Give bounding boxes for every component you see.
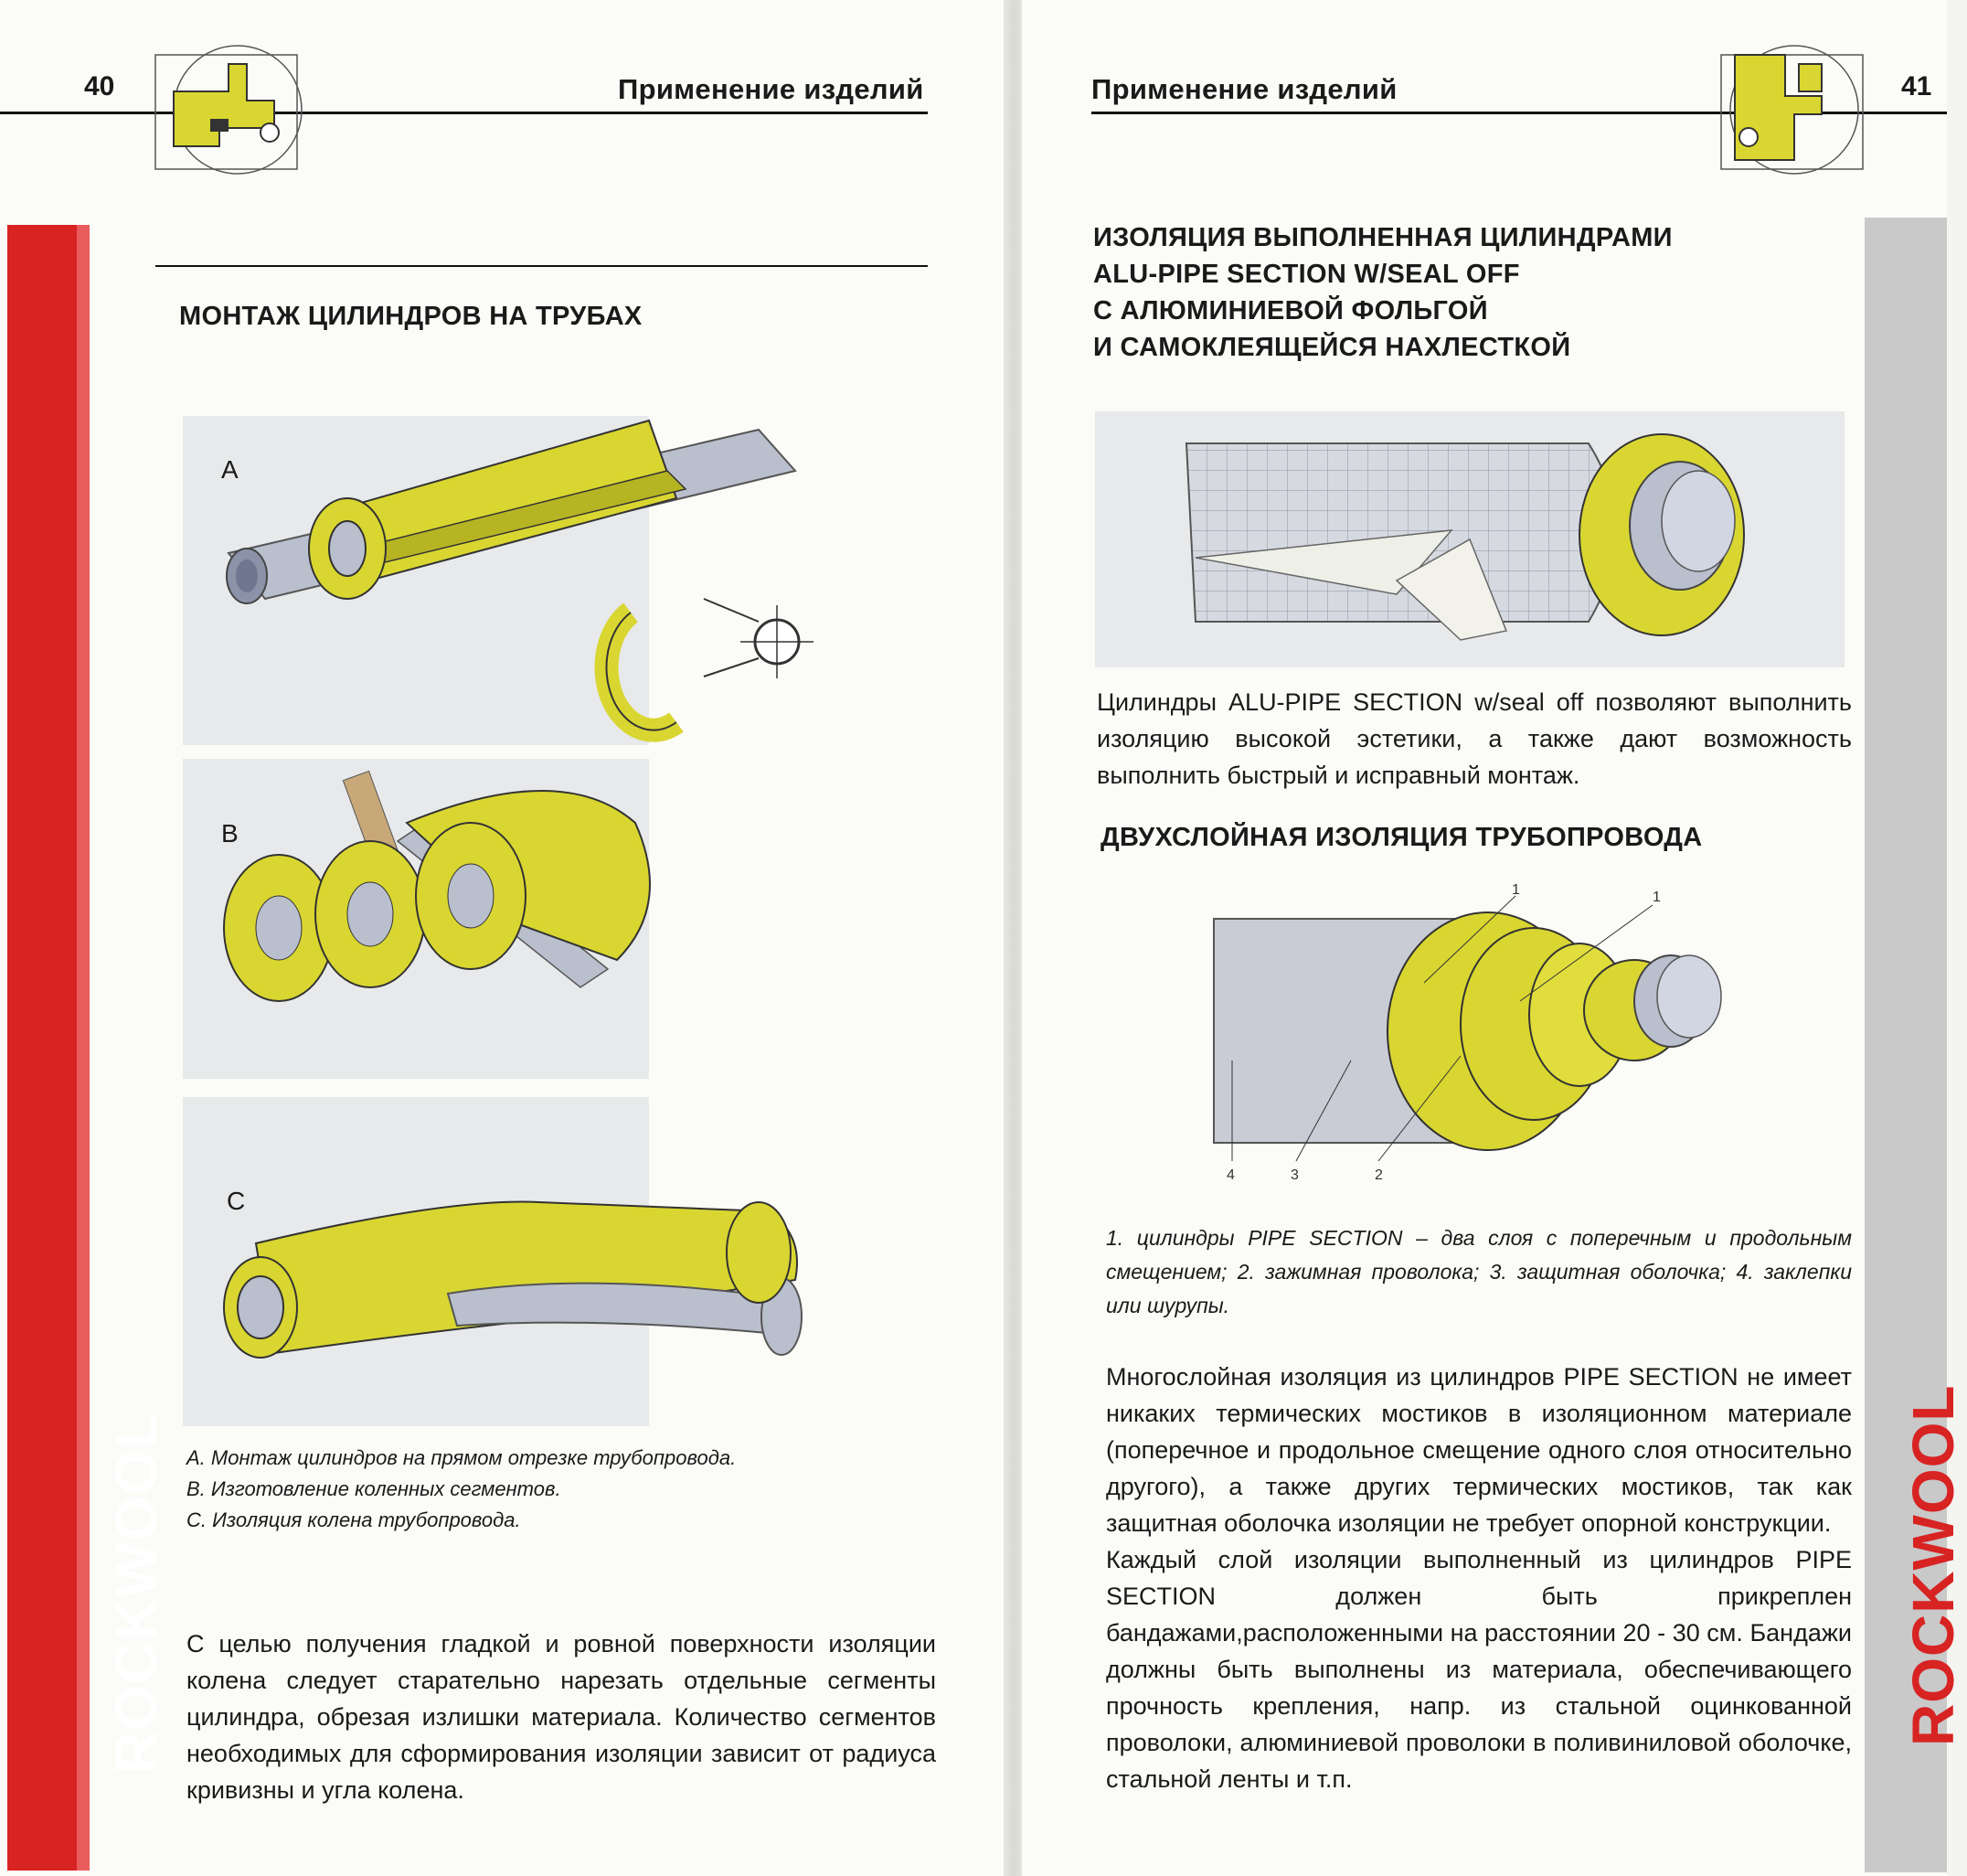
left-paragraph: С целью получения гладкой и ровной поверхности изоляции колена следует старательно нарезать отдельные сегменты цилиндра, обрезая излишки материала. Количество сегментов необходимых для сформирования изоляции зависит от радиуса кривизны и угла колена. [186, 1630, 936, 1804]
header-emblem-icon [1721, 37, 1867, 174]
heading-line-2: ALU-PIPE SECTION W/SEAL OFF [1093, 260, 1520, 289]
diagram-legend: 1. цилиндры PIPE SECTION – два слоя с поперечным и продольным смещением; 2. зажимная проволока; 3. защитная оболочка; 4. заклепки или шурупы. [1106, 1226, 1852, 1317]
red-edge-bar [7, 225, 77, 1871]
caption-a: A. Монтаж цилиндров на прямом отрезке трубопровода. [186, 1446, 737, 1469]
section-heading: МОНТАЖ ЦИЛИНДРОВ НА ТРУБАХ [179, 302, 643, 331]
two-layer-insulation-diagram [1214, 878, 1927, 1188]
red-edge-bar-light [77, 225, 90, 1871]
figure-label-c: C [227, 1187, 246, 1215]
callout-1a: 1 [1512, 882, 1520, 898]
heading-line-3: С АЛЮМИНИЕВОЙ ФОЛЬГОЙ [1093, 296, 1488, 325]
figure-c-elbow-insulated [219, 1179, 841, 1399]
rockwool-logo: ROCKWOOL [103, 1412, 169, 1774]
caption-c: C. Изоляция колена трубопровода. [186, 1508, 521, 1531]
heading-line-4: И САМОКЛЕЯЩЕЙСЯ НАХЛЕСТКОЙ [1093, 333, 1571, 362]
figure-b-elbow-segments [215, 768, 672, 1024]
callout-1b: 1 [1653, 890, 1661, 905]
rockwool-logo: ROCKWOOL [1900, 1384, 1966, 1746]
heading-line-1: ИЗОЛЯЦИЯ ВЫПОЛНЕННАЯ ЦИЛИНДРАМИ [1093, 223, 1673, 252]
right-page [1022, 0, 1966, 1876]
page-number: 41 [1901, 71, 1932, 101]
callout-4: 4 [1227, 1167, 1235, 1183]
running-head: Применение изделий [1091, 73, 1398, 105]
right-paragraph-2: Многослойная изоляция из цилиндров PIPE SECTION не имеет никаких термических мостиков в изоляционном материале (поперечное и продольное смещение одного слоя относительно другого), а также других термических мостиков, так как защитная оболочка изоляции не требует опорной конструкции. [1106, 1363, 1852, 1537]
header-emblem-icon [155, 37, 302, 174]
caption-b: B. Изготовление коленных сегментов. [186, 1477, 561, 1500]
figure-label-a: A [221, 455, 239, 484]
callout-2: 2 [1375, 1167, 1383, 1183]
section-heading [1093, 219, 1843, 366]
callout-3: 3 [1291, 1167, 1299, 1183]
figure-a-pipe-straight [210, 402, 832, 704]
page-number: 40 [84, 71, 115, 101]
running-head: Применение изделий [618, 73, 924, 105]
section-rule [155, 265, 928, 267]
figure-label-b: B [221, 819, 239, 847]
header-rule [0, 112, 928, 114]
alu-pipe-figure [1186, 430, 1918, 658]
section-heading-2: ДВУХСЛОЙНАЯ ИЗОЛЯЦИЯ ТРУБОПРОВОДА [1100, 823, 1703, 852]
right-paragraph-3: Каждый слой изоляции выполненный из цилиндров PIPE SECTION должен быть прикреплен бандажами,расположенными на расстоянии 20 - 30 см. Бандажи должны быть выполнены из материала, обеспечивающего прочность крепления, напр. из стальной оцинкованной проволоки, алюминиевой проволоки в поливиниловой оболочке, стальной ленты и т.п. [1106, 1546, 1852, 1793]
right-paragraph-1: Цилиндры ALU-PIPE SECTION w/seal off позволяют выполнить изоляцию высокой эстетики, а также дают возможность выполнить быстрый и исправный монтаж. [1097, 688, 1852, 789]
